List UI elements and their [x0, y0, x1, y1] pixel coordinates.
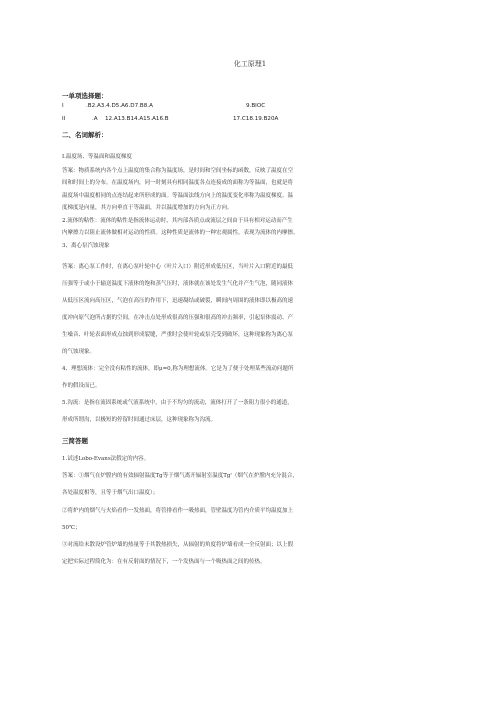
answer-row-2-part-b: 12.A13.B14.A15.A16.B	[105, 116, 169, 122]
answer-row-1-part-a: .B2.A3.4.D5.A6.D7.B8.A	[86, 103, 153, 109]
text-line: 作的假设而已。	[62, 383, 101, 389]
text-line: 答案：离心泵工作时，在离心泵叶轮中心（叶片入口）附近形成低压区，当叶片入口附近的最低	[62, 264, 294, 270]
text-line: 温度场中温度相同的点连结起来所形成的面。等温面法线方向上的温度变化率称为温度梯度。温	[62, 193, 294, 199]
text-line: 内摩擦力以阻止流体做相对运动的性质。这种性质是流体的一种宏观属性，表现为流体的内摩擦。	[62, 230, 299, 236]
text-line: I.温度场、等温面和温度梯度	[62, 154, 132, 160]
section-heading-short-answer: 三简答题	[62, 437, 88, 445]
text-line: 间和时间上的分布。在温度场内，同一时刻具有相同温度各点连接成的面称为等温面，也就是将	[62, 180, 294, 186]
text-line: 度梯度是向量，其方向垂直于等温面，并以温度增加的方向为正方向。	[62, 205, 233, 211]
text-line: 从低压区流向高压区，气泡在高压的作用下，迅速凝结或破裂，瞬间内周围的液体即以极高的速	[62, 298, 294, 304]
text-line: 的气蚀现象。	[62, 349, 96, 355]
text-line: 度冲向原气泡所占据的空间，在冲击点处形成很高的压强和很高的冲击频率，引起泵体震动、产	[62, 315, 294, 321]
text-line: 形成所谓沟，以极短的停留时间通过床层，这种现象称为沟流。	[62, 417, 217, 423]
text-line: 压强等于或小于输送温度下液体的饱和蒸气压时，液体就在该处发生气化并产生气泡，随同液体	[62, 281, 294, 287]
answer-row-1-part-b: 9.BIOC	[246, 103, 266, 109]
text-line: 2.流体的粘性：流体的粘性是指流体运动时，其内部各质点或流层之间由于具有相对运动而产生	[62, 218, 293, 224]
answer-row-2-label: II	[62, 116, 66, 122]
text-line: 各处温度相等，且等于烟气出口温度）；	[62, 490, 159, 496]
text-line: 4、理想流体：完全没有粘性的流体，即μ=0,称为理想流体。它是为了便于处理某些流动问题所	[62, 366, 294, 372]
section-heading-terms: 二、名词解析：	[62, 131, 108, 139]
text-line: 定把实际过程简化为：在有反射面的情况下，一个发热面与一个吸热面之间的传热。	[62, 559, 266, 565]
page-title: 化工原理1	[233, 60, 267, 68]
text-line: ②将炉内的烟气与火焰看作一发热面，将管排看作一吸热面，管壁温度为管内介质平均温度加上	[62, 508, 294, 514]
text-line: ③对流给未散设炉管炉墙的热量等于其散热损失，从辐射的角度将炉墙看成一全反射面；以上假	[62, 542, 294, 548]
text-line: 50℃；	[62, 525, 81, 531]
text-line: 3、离心泵汽蚀现象	[62, 243, 110, 249]
text-line: 答案：物质系统内各个点上温度的集合称为温度场，是时间和空间坐标的函数，反映了温度在空	[62, 168, 294, 174]
text-line: 生噪音、叶轮表面形成点蚀到形成裂缝，严重时会使叶轮或泵壳受到破坏，这种现象称为离心泵	[62, 332, 294, 338]
section-heading-choice: 一单项选择题：	[62, 92, 108, 100]
text-line: 答案：①烟气在炉膛内的有效辐射温度Tg等于烟气离开辐射室温度Tg'（烟气在炉膛内充分混合，	[62, 473, 298, 479]
answer-row-2-part-c: 17.C18.19.B20A	[233, 116, 279, 122]
answer-row-2-part-a: .A	[92, 116, 98, 122]
answer-row-1-label: I	[62, 103, 64, 109]
text-line: 5.沟流：是指在流固系统或气液系统中，由于不均匀的流动，流体打开了一条阻力很小的通道，	[62, 400, 293, 406]
text-line: 1.试述Lobo-Evans法假定的内容。	[62, 456, 150, 462]
